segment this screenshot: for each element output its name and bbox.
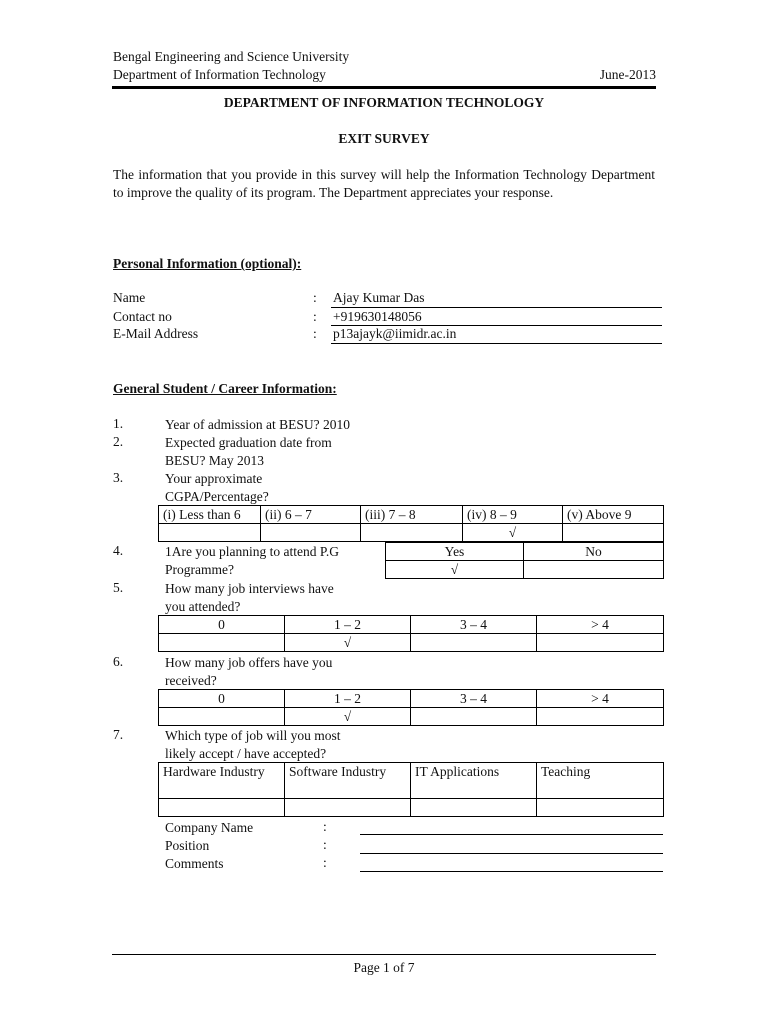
footer-rule [112, 954, 656, 955]
q3-option-1: (i) Less than 6 [159, 506, 261, 524]
q2-number: 2. [113, 434, 124, 449]
comments-colon: : [323, 855, 327, 870]
q5-text-line2: you attended? [165, 599, 241, 614]
company-name-field[interactable] [360, 834, 663, 835]
q5-number: 5. [113, 580, 124, 595]
q6-option-4: > 4 [537, 690, 664, 708]
q4-option-yes: Yes [386, 543, 524, 561]
q3-option-4: (iv) 8 – 9 [463, 506, 563, 524]
q7-option-2: Software Industry [285, 763, 411, 799]
q7-option-1: Hardware Industry [159, 763, 285, 799]
q5-text-line1: How many job interviews have [165, 581, 334, 596]
q6-number: 6. [113, 654, 124, 669]
q3-answer-1[interactable] [159, 524, 261, 542]
q4-answer-no[interactable] [524, 561, 664, 579]
email-colon: : [313, 326, 317, 341]
q6-option-1: 0 [159, 690, 285, 708]
q3-option-3: (iii) 7 – 8 [361, 506, 463, 524]
q5-option-3: 3 – 4 [411, 616, 537, 634]
q6-answer-1[interactable] [159, 708, 285, 726]
q5-answer-4[interactable] [537, 634, 664, 652]
q7-option-4: Teaching [537, 763, 664, 799]
q3-cgpa-table [158, 505, 664, 542]
position-field[interactable] [360, 853, 663, 854]
q3-answer-2[interactable] [261, 524, 361, 542]
name-label: Name [113, 290, 146, 305]
page-title: DEPARTMENT OF INFORMATION TECHNOLOGY [223, 95, 545, 110]
q3-option-2: (ii) 6 – 7 [261, 506, 361, 524]
q6-text-line2: received? [165, 673, 217, 688]
q7-answer-3[interactable] [411, 799, 537, 817]
q4-text-line1: 1Are you planning to attend P.G [165, 544, 339, 559]
q3-answer-4[interactable]: √ [463, 524, 563, 542]
header-rule [112, 86, 656, 89]
q7-jobtype-table [158, 762, 664, 817]
q4-number: 4. [113, 543, 124, 558]
q4-pg-table [385, 542, 664, 579]
name-colon: : [313, 290, 317, 305]
name-underline [331, 307, 662, 308]
contact-field[interactable]: +919630148056 [333, 309, 422, 324]
q3-number: 3. [113, 470, 124, 485]
q5-answer-3[interactable] [411, 634, 537, 652]
q3-answer-5[interactable] [563, 524, 664, 542]
page-number: Page 1 of 7 [353, 960, 415, 975]
q7-answer-1[interactable] [159, 799, 285, 817]
q6-answer-2[interactable]: √ [285, 708, 411, 726]
q7-text-line2: likely accept / have accepted? [165, 746, 327, 761]
university-name: Bengal Engineering and Science University [113, 49, 350, 64]
q6-answer-3[interactable] [411, 708, 537, 726]
q6-text-line1: How many job offers have you [165, 655, 333, 670]
q4-text-line2: Programme? [165, 562, 234, 577]
email-label: E-Mail Address [113, 326, 199, 341]
company-name-label: Company Name [165, 820, 254, 835]
position-colon: : [323, 837, 327, 852]
intro-paragraph: The information that you provide in this survey will help the Information Technology Department to improve the quality of its program. The Department appreciates your response. [113, 167, 655, 200]
q5-option-4: > 4 [537, 616, 664, 634]
q7-answer-2[interactable] [285, 799, 411, 817]
q3-option-5: (v) Above 9 [563, 506, 664, 524]
q4-answer-yes[interactable]: √ [386, 561, 524, 579]
q1-text: Year of admission at BESU? 2010 [165, 417, 350, 432]
q1-number: 1. [113, 416, 124, 431]
q5-interviews-table [158, 615, 664, 652]
q7-text-line1: Which type of job will you most [165, 728, 341, 743]
q5-answer-2[interactable]: √ [285, 634, 411, 652]
q6-option-3: 3 – 4 [411, 690, 537, 708]
contact-colon: : [313, 309, 317, 324]
q5-option-1: 0 [159, 616, 285, 634]
q3-text-line1: Your approximate [165, 471, 263, 486]
q7-answer-4[interactable] [537, 799, 664, 817]
q6-option-2: 1 – 2 [285, 690, 411, 708]
position-label: Position [165, 838, 210, 853]
q6-offers-table [158, 689, 664, 726]
header-date: June-2013 [599, 67, 656, 82]
department-name: Department of Information Technology [113, 67, 326, 82]
name-field[interactable]: Ajay Kumar Das [333, 290, 425, 305]
comments-field[interactable] [360, 871, 663, 872]
email-field[interactable]: p13ajayk@iimidr.ac.in [333, 326, 457, 341]
comments-label: Comments [165, 856, 224, 871]
q2-text-line2: BESU? May 2013 [165, 453, 264, 468]
email-underline [331, 343, 662, 344]
general-info-heading: General Student / Career Information: [113, 381, 337, 396]
company-name-colon: : [323, 819, 327, 834]
q7-number: 7. [113, 727, 124, 742]
q7-option-3: IT Applications [411, 763, 537, 799]
q2-text-line1: Expected graduation date from [165, 435, 332, 450]
personal-info-heading: Personal Information (optional): [113, 256, 302, 271]
survey-title: EXIT SURVEY [338, 131, 430, 146]
q5-answer-1[interactable] [159, 634, 285, 652]
q5-option-2: 1 – 2 [285, 616, 411, 634]
q4-option-no: No [524, 543, 664, 561]
contact-label: Contact no [113, 309, 172, 324]
q6-answer-4[interactable] [537, 708, 664, 726]
q3-answer-3[interactable] [361, 524, 463, 542]
q3-text-line2: CGPA/Percentage? [165, 489, 269, 504]
